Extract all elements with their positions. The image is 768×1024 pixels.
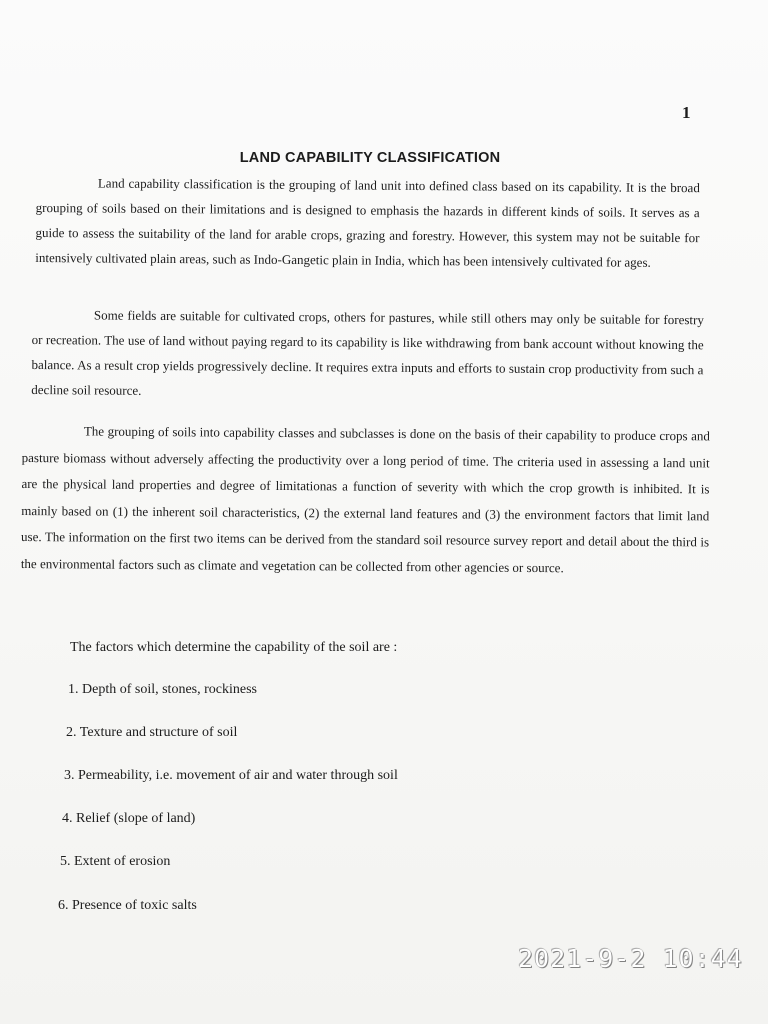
factor-item: 4. Relief (slope of land) (62, 811, 196, 826)
factor-item: 1. Depth of soil, stones, rockiness (68, 682, 257, 697)
factor-item: 2. Texture and structure of soil (66, 725, 238, 740)
factors-intro: The factors which determine the capability of the soil are : (70, 640, 398, 655)
page-title: LAND CAPABILITY CLASSIFICATION (239, 150, 501, 166)
factor-item: 6. Presence of toxic salts (58, 898, 197, 913)
date-time-stamp: 2021-9-2 10:44 (518, 944, 743, 973)
paragraph-1: Land capability classification is the grouping of land unit into defined class based on its capability. It is the broad grouping of soils based on their limitations and is designed to emphasis the hazards in different kinds of soils. It serves as a guide to assess the suitability of the land for arable crops, grazing and forestry. However, this system may not be suitable for intensively cultivated plain areas, such as Indo-Gangetic plain in India, which has been intensively cultivated for ages. (35, 175, 700, 270)
page-number: 1 (682, 103, 691, 122)
paragraph-2: Some fields are suitable for cultivated crops, others for pastures, while still others may only be suitable for forestry or recreation. The use of land without paying regard to its capability is like withdrawing from bank account without knowing the balance. As a result crop yields progressively decline. It requires extra inputs and efforts to sustain crop productivity from such a decline soil resource. (31, 307, 704, 398)
factor-item: 3. Permeability, i.e. movement of air and water through soil (64, 768, 398, 783)
paragraph-3: The grouping of soils into capability classes and subclasses is done on the basis of their capability to produce crops and pasture biomass without adversely affecting the productivity over a long period of time. The criteria used in assessing a land unit are the physical land properties and degree of limitationas a function of severity with which the crop growth is inhibited. It is mainly based on (1) the inherent soil characteristics, (2) the external land features and (3) the environment factors that limit land use. The information on the first two items can be derived from the standard soil resource survey report and detail about the third is the environmental factors such as climate and vegetation can be collected from other agencies or source. (20, 423, 710, 575)
factor-item: 5. Extent of erosion (60, 854, 171, 869)
